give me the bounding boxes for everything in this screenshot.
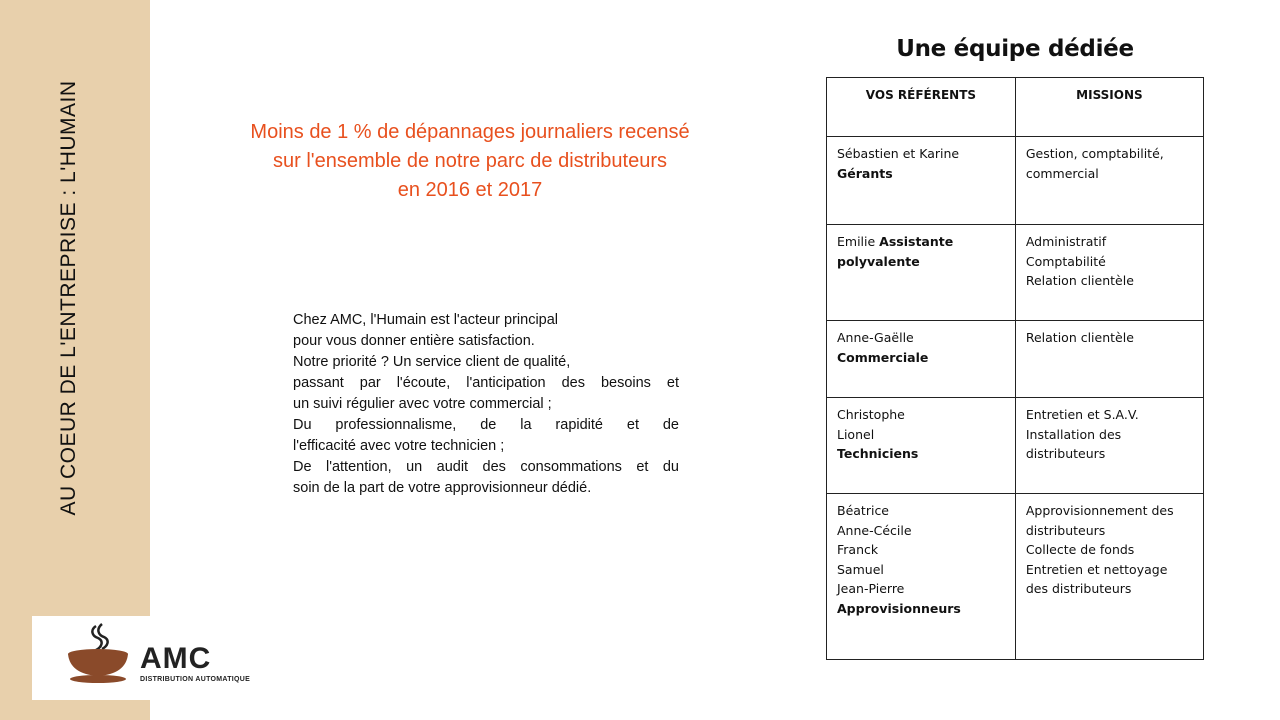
team-title: Une équipe dédiée <box>896 36 1134 62</box>
referent-name: Christophe <box>837 407 905 422</box>
referents-cell <box>827 225 1016 321</box>
referent-name: Jean-Pierre <box>837 581 905 596</box>
mission-line: Comptabilité <box>1025 253 1106 269</box>
missions-cell <box>1015 225 1203 321</box>
key-figure-highlight <box>200 118 740 205</box>
referent-role: polyvalente <box>837 253 920 269</box>
mission-line: Entretien et S.A.V. <box>1025 407 1139 422</box>
referent-name: Franck <box>837 542 879 557</box>
missions-cell <box>1015 137 1203 225</box>
mission-line: distributeurs <box>1025 522 1106 538</box>
paragraph-line: Du professionnalisme, de la rapidité et de <box>293 417 679 433</box>
referent-role: Commerciale <box>837 349 929 365</box>
paragraph-line: passant par l'écoute, l'anticipation des besoins et <box>293 375 679 391</box>
referent-role: Techniciens <box>837 446 919 461</box>
paragraph-line: Chez AMC, l'Humain est l'acteur principal <box>293 312 559 328</box>
referents-cell <box>827 321 1016 398</box>
company-logo <box>32 616 262 700</box>
logo-wordmark: AMC <box>140 642 212 675</box>
referent-role: Assistante <box>879 234 954 249</box>
table-header-row <box>827 78 1204 137</box>
referent-name: Lionel <box>837 426 875 442</box>
missions-cell <box>1015 321 1203 398</box>
header-missions: MISSIONS <box>1015 78 1203 137</box>
referent-role: Gérants <box>837 165 893 181</box>
mission-line: Gestion, comptabilité, <box>1025 146 1164 161</box>
mission-line: Administratif <box>1025 234 1107 249</box>
highlight-line: sur l'ensemble de notre parc de distributeurs <box>272 150 668 172</box>
paragraph-line: soin de la part de votre approvisionneur dédié. <box>293 480 592 496</box>
paragraph-line: l'efficacité avec votre technicien ; <box>293 438 505 454</box>
referents-cell <box>827 137 1016 225</box>
mission-line: Approvisionnement des <box>1025 503 1174 518</box>
paragraph-line: Notre priorité ? Un service client de qualité, <box>293 354 571 370</box>
paragraph-line: pour vous donner entière satisfaction. <box>293 333 535 349</box>
mission-line: commercial <box>1025 165 1099 181</box>
missions-cell <box>1015 494 1203 660</box>
table-row <box>827 398 1204 494</box>
referent-name: Samuel <box>837 561 884 577</box>
mission-line: Relation clientèle <box>1025 273 1134 288</box>
table-row <box>827 321 1204 398</box>
mission-line: Collecte de fonds <box>1025 542 1135 557</box>
coffee-bowl-icon <box>32 616 142 700</box>
highlight-line: en 2016 et 2017 <box>397 179 543 201</box>
referent-name: Emilie <box>837 234 876 249</box>
mission-line: des distributeurs <box>1025 581 1132 596</box>
highlight-line: Moins de 1 % de dépannages journaliers recensé <box>250 121 690 143</box>
table-row <box>827 137 1204 225</box>
mission-line: Entretien et nettoyage <box>1025 561 1168 577</box>
vertical-section-title: AU COEUR DE L'ENTREPRISE : L'HUMAIN <box>57 80 80 516</box>
paragraph-line: un suivi régulier avec votre commercial ; <box>293 396 552 412</box>
referents-cell <box>827 494 1016 660</box>
mission-line: Relation clientèle <box>1025 330 1134 345</box>
referent-name: Anne-Cécile <box>837 522 912 538</box>
paragraph-line: De l'attention, un audit des consommations et du <box>293 459 679 475</box>
referent-names: Sébastien et Karine <box>837 146 960 161</box>
referent-role: Approvisionneurs <box>837 600 961 616</box>
table-row <box>827 494 1204 660</box>
mission-line: Installation des <box>1025 426 1122 442</box>
table-row <box>827 225 1204 321</box>
header-referents: VOS RÉFÉRENTS <box>827 78 1016 137</box>
missions-cell <box>1015 398 1203 494</box>
sidebar-band <box>0 0 150 720</box>
referent-name: Béatrice <box>837 503 890 518</box>
intro-paragraph <box>293 310 679 499</box>
mission-line: distributeurs <box>1025 446 1106 461</box>
referent-name: Anne-Gaëlle <box>837 330 914 345</box>
logo-tagline: DISTRIBUTION AUTOMATIQUE <box>140 676 251 683</box>
referents-cell <box>827 398 1016 494</box>
team-table <box>826 77 1204 660</box>
